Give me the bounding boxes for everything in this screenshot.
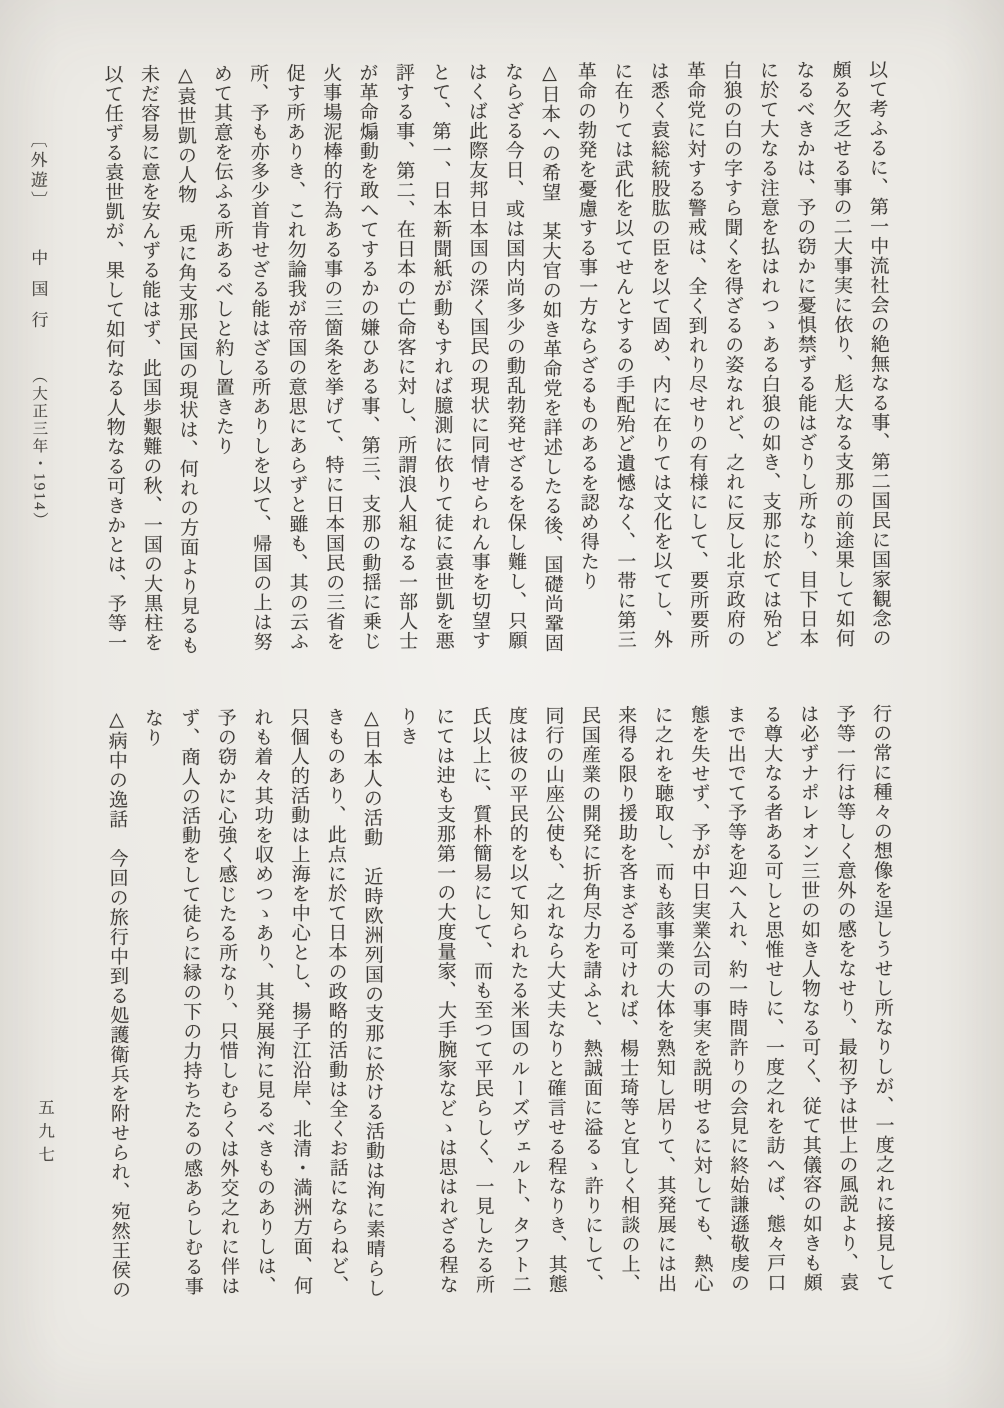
running-head-series: 〔外遊〕 — [27, 130, 47, 211]
text-column: 革命の勃発を憂慮する事一方ならざるものあるを認め得たり — [574, 61, 600, 591]
text-column: 白狼の白の字すら聞くを得ざるの姿なれど、之れに反し北京政府の — [720, 60, 746, 649]
text-column: 只個人的活動は上海を中心とし、揚子江沿岸、北清・満洲方面、何 — [287, 707, 313, 1296]
text-column: は悉く袁総統股肱の臣を以て固め、内に在りては文化を以てし、外 — [647, 60, 673, 650]
top-text-block — [93, 60, 898, 665]
text-column: る尊大なる者ある可しと思惟せしに、一度之れを訪へば、態々戸口 — [760, 704, 786, 1293]
text-column: 予等一行は等しく意外の感をなせり、最初予は世上の風説より、袁 — [833, 703, 859, 1292]
text-column: 度は彼の平民的を以て知られたる米国のルーズヴェルト、タフト二 — [505, 705, 531, 1294]
text-column: 革命党に対する警戒は、全く到れり尽せりの有様にして、要所要所 — [684, 60, 709, 649]
text-column: 以て考ふるに、第一中流社会の絶無なる事、第二国民に国家観念の — [866, 59, 891, 648]
text-column: ならざる今日、或は国内尚多少の動乱勃発せざるを保し難し、只願 — [502, 61, 527, 650]
page-number: 五九七 — [35, 1098, 55, 1170]
text-column: 来得る限り援助を吝まざる可ければ、楊士琦等と宜しく相談の上、 — [615, 705, 640, 1294]
text-column: 態を失せず、予が中日実業公司の事実を説明せるに対しても、熱心 — [687, 704, 713, 1293]
text-column: 民国産業の開発に折角尽力を請ふと、熱誠面に溢るゝ許りにして、 — [578, 705, 604, 1294]
text-column: △日本への希望 某大官の如き革命党を詳述したる後、国礎尚鞏固 — [538, 61, 564, 653]
text-column: が革命煽動を敢へてするかの嫌ひある事、第三、支那の動揺に乗じ — [356, 62, 381, 651]
text-column: きものあり、此点に於て日本の政略的活動は全くお話にならねど、 — [323, 706, 349, 1296]
text-column: なるべきかは、予の窃かに憂惧禁ずる能はざりし所なり、目下日本 — [793, 60, 818, 649]
text-column: ず、商人の活動をして徒らに縁の下の力持ちたるの感あらしむる事 — [178, 707, 203, 1296]
text-column: △病中の逸話 今回の旅行中到る処護衛兵を附せられ、宛然王侯の — [105, 708, 131, 1300]
text-column: はくば此際友邦日本国の深く国民の現状に同情せられん事を切望す — [465, 62, 491, 651]
text-column: れも着々其功を収めつゝあり、其発展洵に見るべきものありしは、 — [251, 707, 276, 1296]
text-column: に之れを聴取し、而も該事業の大体を熟知し居りて、其発展には出 — [651, 704, 677, 1294]
text-column: 評する事、第二、在日本の亡命客に対し、所謂浪人組なる一部人士 — [392, 62, 418, 651]
running-head-date: （大正三年・1914） — [29, 367, 48, 530]
text-column: 同行の山座公使も、之れなら大丈夫なりと確言せる程なりき、其態 — [542, 705, 567, 1294]
bottom-text-block — [97, 704, 902, 1314]
text-column: 氏以上に、質朴簡易にして、而も至つて平民らしく、一見したる所 — [469, 706, 495, 1295]
text-column: 火事場泥棒的行為ある事の三箇条を挙げて、特に日本国民の三省を — [319, 62, 345, 652]
text-column: 行の常に種々の想像を逞しうせし所なりしが、一度之れに接見して — [870, 703, 895, 1292]
text-column: 促す所ありき、これ勿論我が帝国の意思にあらずと雖も、其の云ふ — [283, 63, 309, 652]
text-column: まで出でて予等を迎へ入れ、約一時間許りの会見に終始謙遜敬虔の — [724, 704, 749, 1293]
text-column: とて、第一、日本新聞紙が動もすれば臆測に依りて徒に袁世凱を悪 — [429, 62, 454, 651]
text-column: にては迚も支那第一の大度量家、大手腕家などゝは思はれざる程な — [433, 706, 458, 1295]
running-head-title: 中国行 — [28, 248, 48, 342]
text-column: △袁世凱の人物 兎に角支那民国の現状は、何れの方面より見るも — [174, 63, 199, 655]
text-column: りき — [396, 706, 418, 746]
text-column: △日本人の活動 近時欧洲列国の支那に於ける活動は洵に素晴らし — [360, 706, 385, 1298]
text-column: 未だ容易に意を安んずる能はず、此国歩艱難の秋、一国の大黒柱を — [137, 64, 163, 653]
text-column: なり — [141, 708, 164, 748]
text-column: に於て大なる注意を払はれつゝある白狼の如き、支那に於ては殆ど — [756, 60, 782, 649]
text-column: は必ずナポレオン三世の如き人物なる可く、従て其儀容の如きも頗 — [797, 704, 822, 1293]
text-column: に在りては武化を以てせんとするの手配殆ど遺憾なく、一帯に第三 — [611, 61, 636, 650]
text-column: 以て任ずる袁世凱が、果して如何なる人物なる可きかとは、予等一 — [101, 64, 127, 653]
text-column: 予の窃かに心強く感じたる所なり、只惜しむらくは外交之れに伴は — [214, 707, 240, 1296]
running-head — [24, 130, 51, 530]
text-column: めて其意を伝ふる所あるべしと約し置きたり — [210, 63, 235, 456]
text-column: 所、予も亦多少首肯せざる能はざる所ありしを以て、帰国の上は努 — [247, 63, 272, 652]
text-column: 頗る欠乏せる事の二大事実に依り、尨大なる支那の前途果して如何 — [829, 59, 855, 648]
